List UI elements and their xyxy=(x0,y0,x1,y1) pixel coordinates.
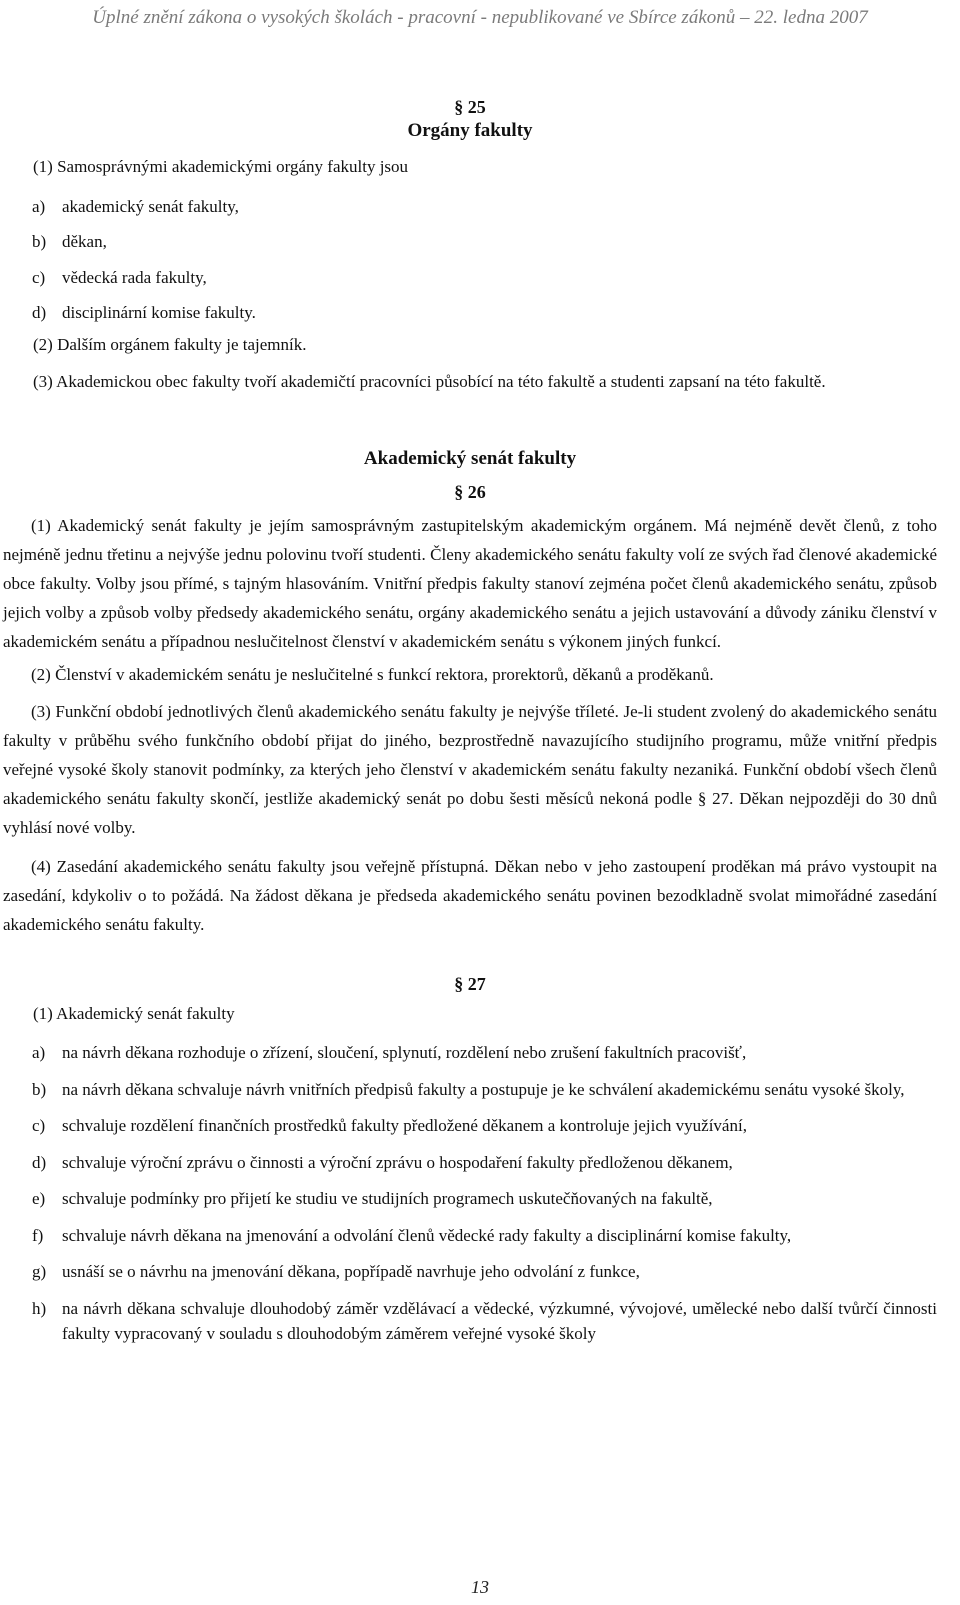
heading-academic-senate: Akademický senát fakulty xyxy=(363,447,577,469)
list-item: h) na návrh děkana schvaluje dlouhodobý záměr vzdělávací a vědecké, výzkumné, vývojové, umělecké nebo další tvůrčí činnosti fakulty vypracovaný v souladu s dlouhodobým záměrem veřejné vysoké školy xyxy=(32,1298,937,1344)
paragraph: (1) Akademický senát fakulty je jejím samosprávným zastupitelským akademickým orgánem. Má nejméně devět členů, z toho nejméně jednu třetinu a nejvýše jednu polovinu tvoří studenti. Členy akademického senátu fakulty volí ze svých řad členové akademické obce fakulty. Volby jsou přímé, s tajným hlasováním. Vnitřní předpis fakulty stanoví zejména počet členů akademického senátu, způsob jejich volby a způsob volby předsedy akademického senátu, orgány akademického senátu a jejich ustavování a důvody zániku členství v akademickém senátu a případnou neslučitelnost členství v akademickém senátu s výkonem jiných funkcí. xyxy=(3,515,937,651)
list-item: c) schvaluje rozdělení finančních prostředků fakulty předložené děkanem a kontroluje jejich využívání, xyxy=(32,1116,747,1136)
section-number: § 27 xyxy=(454,974,486,995)
list-item: d) disciplinární komise fakulty. xyxy=(32,303,256,323)
section-27 xyxy=(3,973,937,1346)
list-item: b) děkan, xyxy=(32,232,107,252)
paragraph: (3) Funkční období jednotlivých členů akademického senátu fakulty je nejvýše tříleté. Je-li student zvolený do akademického senátu fakulty v průběhu svého funkčního období přijat do jiného, bezprostředně navazujícího studijního programu, může vnitřní předpis veřejné vysoké školy stanovit podmínky, za kterých jeho členství v akademickém senátu fakulty nezaniká. Funkční období všech členů akademického senátu fakulty skončí, jestliže akademický senát po dobu šesti měsíců nekoná podle § 27. Děkan nejpozději do 30 dnů vyhlásí nové volby. xyxy=(3,702,937,838)
paragraph: (1) Samosprávnými akademickými orgány fakulty jsou xyxy=(33,157,409,177)
paragraph: (1) Akademický senát fakulty xyxy=(33,1003,235,1023)
paragraph: (2) Dalším orgánem fakulty je tajemník. xyxy=(33,334,307,354)
list-item: a) akademický senát fakulty, xyxy=(32,196,239,216)
list-item: d) schvaluje výroční zprávu o činnosti a výroční zprávu o hospodaření fakulty předloženou děkanem, xyxy=(32,1152,733,1172)
page-number: 13 xyxy=(471,1577,489,1597)
section-title: Orgány fakulty xyxy=(407,120,533,142)
list-item: a) na návrh děkana rozhoduje o zřízení, sloučení, splynutí, rozdělení nebo zrušení fakultních pracovišť, xyxy=(32,1043,747,1063)
section-number: § 25 xyxy=(454,97,486,117)
section-25 xyxy=(3,96,937,395)
paragraph: (2) Členství v akademickém senátu je neslučitelné s funkcí rektora, prorektorů, děkanů a proděkanů. xyxy=(31,664,714,684)
section-26 xyxy=(3,481,937,939)
section-number: § 26 xyxy=(454,482,486,503)
list-item: f) schvaluje návrh děkana na jmenování a odvolání členů vědecké rady fakulty a disciplinární komise fakulty, xyxy=(32,1225,792,1245)
paragraph: (3) Akademickou obec fakulty tvoří akademičtí pracovníci působící na této fakultě a studenti zapsaní na této fakultě. xyxy=(33,372,826,392)
list-item: c) vědecká rada fakulty, xyxy=(32,267,207,287)
list-item: b) na návrh děkana schvaluje návrh vnitřních předpisů fakulty a postupuje je ke schválení akademickému senátu vysoké školy, xyxy=(32,1079,905,1099)
page-header: Úplné znění zákona o vysokých školách - pracovní - nepublikované ve Sbírce zákonů – 22. ledna 2007 xyxy=(92,7,868,28)
list-item: g) usnáší se o návrhu na jmenování děkana, popřípadě navrhuje jeho odvolání z funkce, xyxy=(32,1262,640,1282)
list-item: e) schvaluje podmínky pro přijetí ke studiu ve studijních programech uskutečňovaných na fakultě, xyxy=(32,1189,713,1209)
paragraph: (4) Zasedání akademického senátu fakulty jsou veřejně přístupná. Děkan nebo v jeho zastoupení proděkan má právo vystoupit na zasedání, kdykoliv o to požádá. Na žádost děkana je předseda akademického senátu povinen bezodkladně svolat mimořádné zasedání akademického senátu fakulty. xyxy=(3,857,937,935)
document-body xyxy=(3,96,937,1358)
